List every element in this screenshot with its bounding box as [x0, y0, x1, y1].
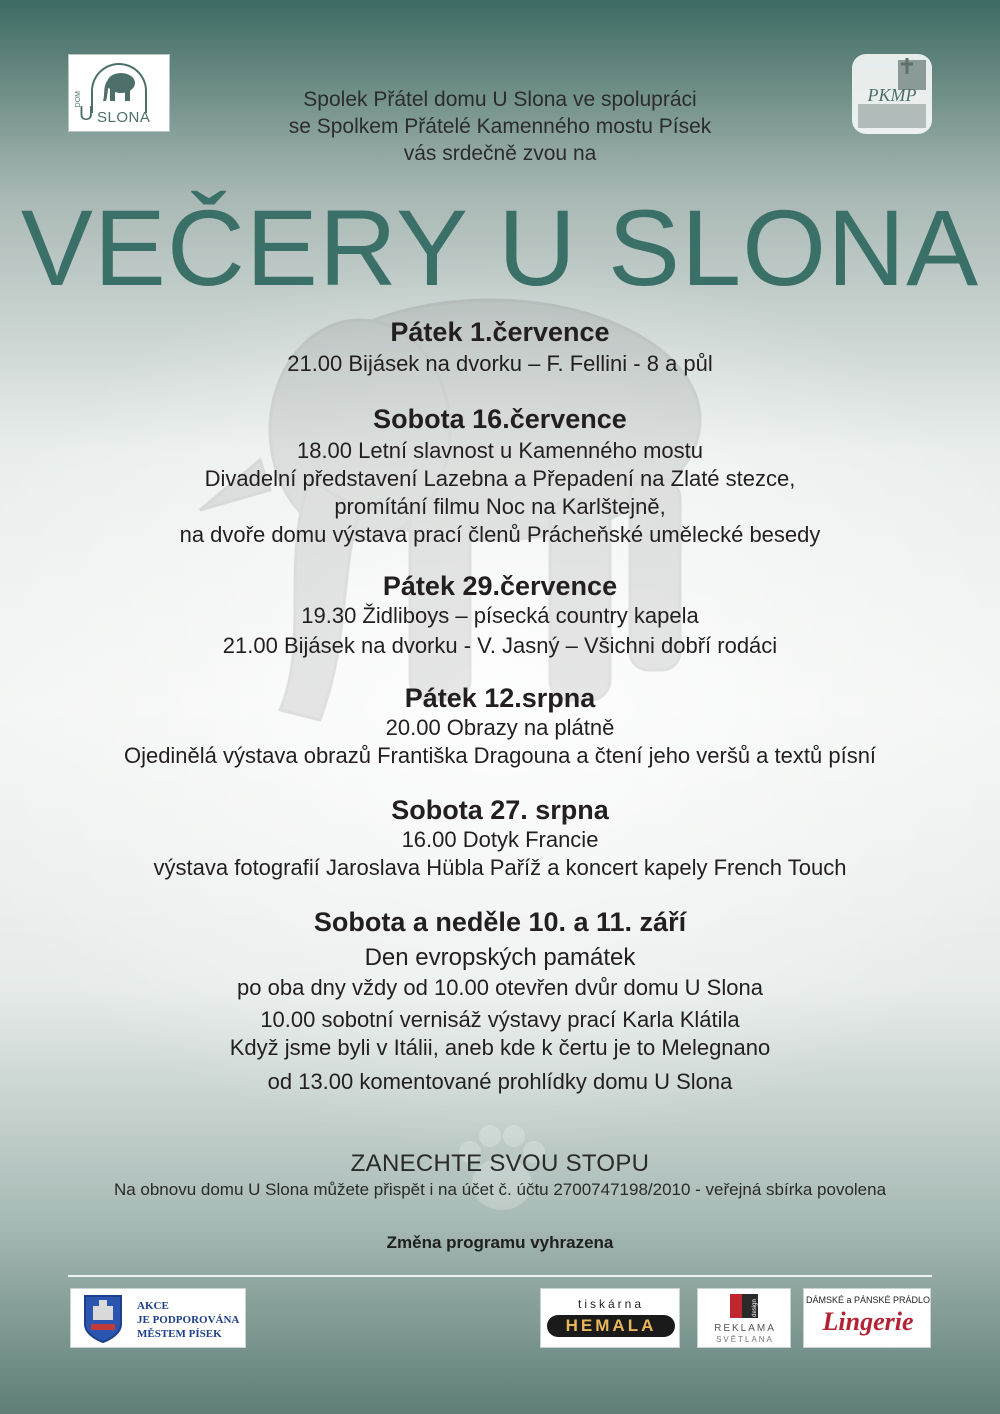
- event-line: po oba dny vždy od 10.00 otevřen dvůr domu U Slona: [237, 975, 763, 1000]
- event-line: promítání filmu Noc na Karlštejně,: [334, 494, 666, 519]
- sponsor-hemala-line: tiskárna: [577, 1297, 645, 1311]
- sponsor-svetlana-line: REKLAMA: [714, 1323, 776, 1334]
- intro-line: se Spolkem Přátelé Kamenného mostu Písek: [288, 115, 712, 138]
- pisek-crest-icon: [83, 1294, 123, 1344]
- sponsor-pisek-line: JE PODPOROVÁNA: [137, 1314, 240, 1326]
- page-title: VEČERY U SLONA: [20, 187, 980, 308]
- sponsor-lingerie-name: Lingerie: [822, 1307, 914, 1336]
- sponsor-pisek-line: AKCE: [137, 1300, 169, 1312]
- event-block: [0, 403, 1000, 549]
- logo-dom-text: DOM: [75, 91, 82, 108]
- event-block: [0, 906, 1000, 1096]
- event-block: [0, 570, 1000, 660]
- logo-pkmp-text: PKMP: [867, 85, 917, 105]
- sponsor-mesto-pisek: [70, 1288, 246, 1348]
- event-heading: Pátek 1.července: [390, 317, 610, 347]
- logo-slona-text: SLONA: [97, 109, 151, 126]
- event-line: na dvoře domu výstava prací členů Prácheňské umělecké besedy: [179, 522, 821, 547]
- sponsor-svetlana-line: SVĚTLANA: [716, 1335, 774, 1344]
- event-block: [0, 316, 1000, 378]
- event-line: 21.00 Bijásek na dvorku - V. Jasný – Všichni dobří rodáci: [222, 633, 778, 658]
- event-line: Den evropských památek: [364, 944, 636, 971]
- sponsor-lingerie: [803, 1288, 931, 1348]
- event-line: 18.00 Letní slavnost u Kamenného mostu: [296, 438, 704, 463]
- event-heading: Sobota 16.července: [373, 404, 627, 434]
- stopu-title: ZANECHTE SVOU STOPU: [350, 1150, 650, 1177]
- event-line: od 13.00 komentované prohlídky domu U Slona: [267, 1069, 733, 1094]
- intro-line: Spolek Přátel domu U Slona ve spolupráci: [303, 88, 697, 111]
- event-block: [0, 682, 1000, 770]
- event-line: 21.00 Bijásek na dvorku – F. Fellini - 8 a půl: [287, 351, 713, 376]
- svetlana-design-text: design: [752, 1299, 758, 1317]
- event-line: Divadelní představení Lazebna a Přepadení na Zlaté stezce,: [204, 466, 796, 491]
- svetlana-design-icon: [730, 1294, 758, 1320]
- event-heading: Pátek 29.července: [382, 571, 618, 601]
- program-disclaimer: Změna programu vyhrazena: [386, 1233, 614, 1252]
- logo-u-text: U: [79, 103, 94, 125]
- intro-line: vás srdečně zvou na: [403, 142, 597, 165]
- sponsor-lingerie-line: DÁMSKÉ a PÁNSKÉ PRÁDLO: [805, 1295, 931, 1305]
- event-line: výstava fotografií Jaroslava Hübla Paříž a koncert kapely French Touch: [153, 855, 847, 880]
- stopu-text: Na obnovu domu U Slona můžete přispět i na účet č. účtu 2700747198/2010 - veřejná sbírka povolena: [113, 1180, 887, 1199]
- event-line: 10.00 sobotní vernisáž výstavy prací Karla Klátila: [260, 1007, 740, 1032]
- event-heading: Pátek 12.srpna: [404, 683, 596, 713]
- event-line: Když jsme byli v Itálii, aneb kde k čertu je to Melegnano: [229, 1035, 771, 1060]
- sponsor-tiskarna-hemala: [540, 1288, 680, 1348]
- event-heading: Sobota a neděle 10. a 11. září: [313, 907, 687, 937]
- intro-text: [0, 86, 1000, 167]
- sponsor-hemala-name: HEMALA: [565, 1316, 657, 1335]
- event-block: [0, 794, 1000, 882]
- event-line: 19.30 Židliboys – písecká country kapela: [301, 603, 699, 628]
- footer-divider: [68, 1275, 932, 1277]
- event-line: Ojedinělá výstava obrazů Františka Dragouna a čtení jeho veršů a textů písní: [123, 743, 877, 768]
- event-heading: Sobota 27. srpna: [391, 795, 609, 825]
- sponsor-reklama-svetlana: [697, 1288, 791, 1348]
- event-line: 20.00 Obrazy na plátně: [385, 715, 615, 740]
- sponsor-pisek-line: MĚSTEM PÍSEK: [137, 1328, 222, 1340]
- event-line: 16.00 Dotyk Francie: [401, 827, 599, 852]
